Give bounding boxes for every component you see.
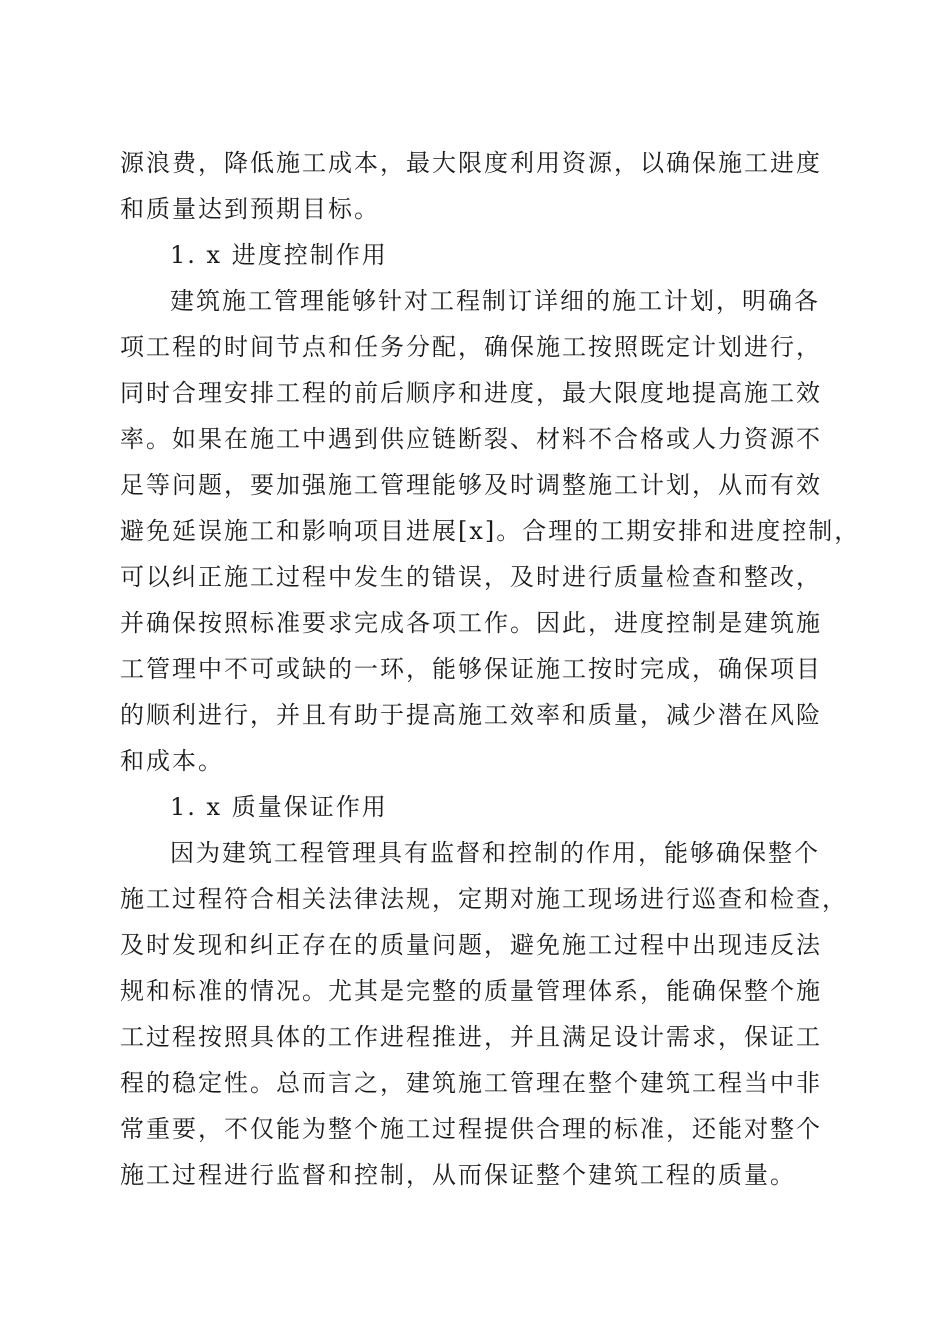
text-line: 避免延误施工和影响项目进展[x]。合理的工期安排和进度控制， [120, 517, 861, 545]
text-line: 程的稳定性。总而言之，建筑施工管理在整个建筑工程当中非 [120, 1069, 822, 1097]
text-line: 同时合理安排工程的前后顺序和进度，最大限度地提高施工效 [120, 379, 822, 407]
text-line: 因为建筑工程管理具有监督和控制的作用，能够确保整个 [170, 839, 820, 867]
text-line: 施工过程进行监督和控制，从而保证整个建筑工程的质量。 [120, 1161, 796, 1189]
section-heading-schedule-control: 1. x 进度控制作用 [170, 241, 388, 269]
section-heading-quality-assurance: 1. x 质量保证作用 [170, 793, 388, 821]
text-line: 工管理中不可或缺的一环，能够保证施工按时完成，确保项目 [120, 655, 822, 683]
text-line: 可以纠正施工过程中发生的错误，及时进行质量检查和整改， [120, 563, 822, 591]
text-line: 足等问题，要加强施工管理能够及时调整施工计划，从而有效 [120, 471, 822, 499]
paragraph-quality-assurance [120, 830, 848, 1198]
text-line: 规和标准的情况。尤其是完整的质量管理体系，能确保整个施 [120, 977, 822, 1005]
text-line: 的顺利进行，并且有助于提高施工效率和质量，减少潜在风险 [120, 701, 822, 729]
text-line: 并确保按照标准要求完成各项工作。因此，进度控制是建筑施 [120, 609, 822, 637]
text-line: 及时发现和纠正存在的质量问题，避免施工过程中出现违反法 [120, 931, 822, 959]
text-line: 建筑施工管理能够针对工程制订详细的施工计划，明确各 [170, 287, 820, 315]
text-line: 率。如果在施工中遇到供应链断裂、材料不合格或人力资源不 [120, 425, 822, 453]
text-line: 项工程的时间节点和任务分配，确保施工按照既定计划进行， [120, 333, 822, 361]
text-line: 源浪费，降低施工成本，最大限度利用资源，以确保施工进度 [120, 149, 822, 177]
paragraph-schedule-control [120, 278, 861, 784]
text-line: 和成本。 [120, 747, 224, 775]
text-line: 和质量达到预期目标。 [120, 195, 380, 223]
text-line: 工过程按照具体的工作进程推进，并且满足设计需求，保证工 [120, 1023, 822, 1051]
text-line: 常重要，不仅能为整个施工过程提供合理的标准，还能对整个 [120, 1115, 822, 1143]
paragraph-resource-continuation [120, 140, 835, 232]
text-line: 施工过程符合相关法律法规，定期对施工现场进行巡查和检查， [120, 885, 848, 913]
document-body [120, 140, 861, 1198]
